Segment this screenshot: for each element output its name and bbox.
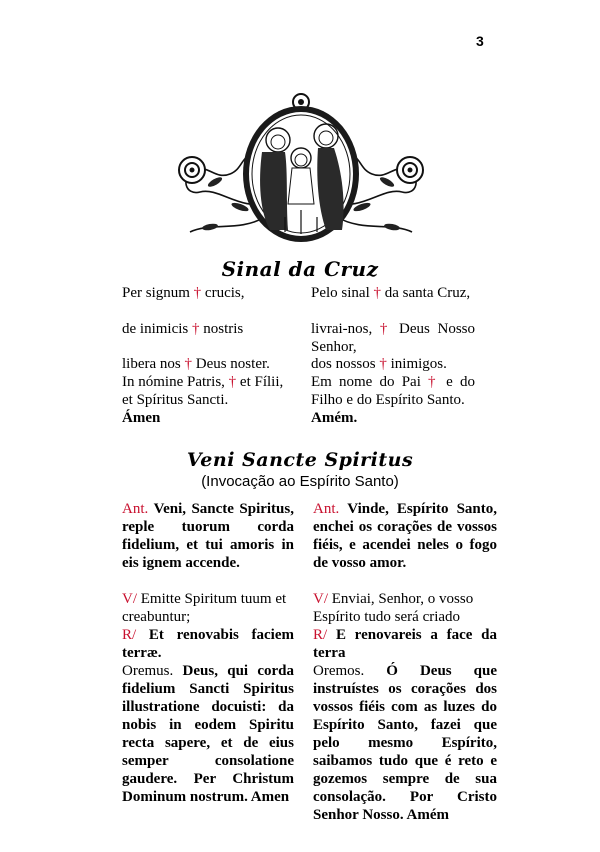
sign-latin-line: de inimicis † nostris: [122, 321, 244, 337]
portuguese-response: R/ E renovareis a face da terra: [313, 627, 498, 661]
sign-portuguese-amen: Amém.: [311, 410, 358, 426]
sign-portuguese-line: dos nossos † inimigos.: [311, 356, 447, 372]
versicle-label: V/: [122, 591, 137, 607]
latin-versicle: V/ Emitte Spiritum tuum et creabuntur;: [122, 591, 287, 625]
portuguese-antiphon: Ant. Vinde, Espírito Santo, enchei os corações de vossos fiéis, e acendei neles o fogo de vosso amor.: [313, 501, 498, 571]
sign-latin-amen: Ámen: [122, 410, 161, 426]
response-label: R/: [313, 627, 328, 643]
antiphon-label: Ant.: [122, 501, 149, 517]
sinal-da-cruz-title: Sinal da Cruz: [221, 257, 379, 281]
cross-mark: †: [184, 356, 192, 372]
cross-mark: †: [373, 285, 381, 301]
sign-latin-line: Per signum † crucis,: [122, 285, 245, 301]
veni-sancte-title: Veni Sancte Spiritus: [186, 449, 414, 471]
antiphon-label: Ant.: [313, 501, 340, 517]
sign-portuguese-line: Pelo sinal † da santa Cruz,: [311, 285, 471, 301]
latin-oremus: Oremus. Deus, qui corda fidelium Sancti Spiritus illustratione docuisti: da nobis in eodem Spiritu recta sapere, et de eius semper consolatione gaudere. Per Christum Dominum nostrum. Amen: [122, 663, 295, 805]
versicle-label: V/: [313, 591, 328, 607]
latin-response: R/ Et renovabis faciem terræ.: [122, 627, 294, 661]
portuguese-oremus: Oremos. Ó Deus que instruístes os corações dos vossos fiéis com as luzes do Espírito Santo, fazei que pelo mesmo Espírito, saibamos tudo que é reto e gozemos sempre de sua consolação. Por Cristo Senhor Nosso. Amém: [313, 663, 498, 823]
latin-antiphon: Ant. Veni, Sancte Spiritus, reple tuorum corda fidelium, et tui amoris in eis ignem accende.: [122, 501, 294, 571]
sign-latin-line: libera nos † Deus noster.: [122, 356, 270, 372]
cross-mark: †: [193, 285, 202, 301]
veni-subtitle: (Invocação ao Espírito Santo): [201, 473, 399, 490]
cross-mark: †: [228, 374, 237, 390]
cross-mark: †: [428, 374, 439, 390]
oremus-label: Oremos.: [313, 663, 365, 679]
sign-latin-line: In nómine Patris, † et Fílii, et Spíritus Sancti.: [122, 374, 284, 408]
oremus-label: Oremus.: [122, 663, 174, 679]
sign-portuguese-line: Em nome do Pai † e do Filho e do Espírito Santo.: [311, 374, 475, 408]
cross-mark: †: [379, 321, 392, 337]
holy-family-engraving-icon: [170, 92, 432, 252]
sign-portuguese-line: livrai-nos, † Deus Nosso Senhor,: [311, 321, 475, 355]
portuguese-versicle: V/ Enviai, Senhor, o vosso Espírito tudo será criado: [313, 591, 474, 625]
cross-mark: †: [192, 321, 200, 337]
cross-mark: †: [379, 356, 387, 372]
page-number: 3: [476, 33, 484, 49]
response-label: R/: [122, 627, 137, 643]
